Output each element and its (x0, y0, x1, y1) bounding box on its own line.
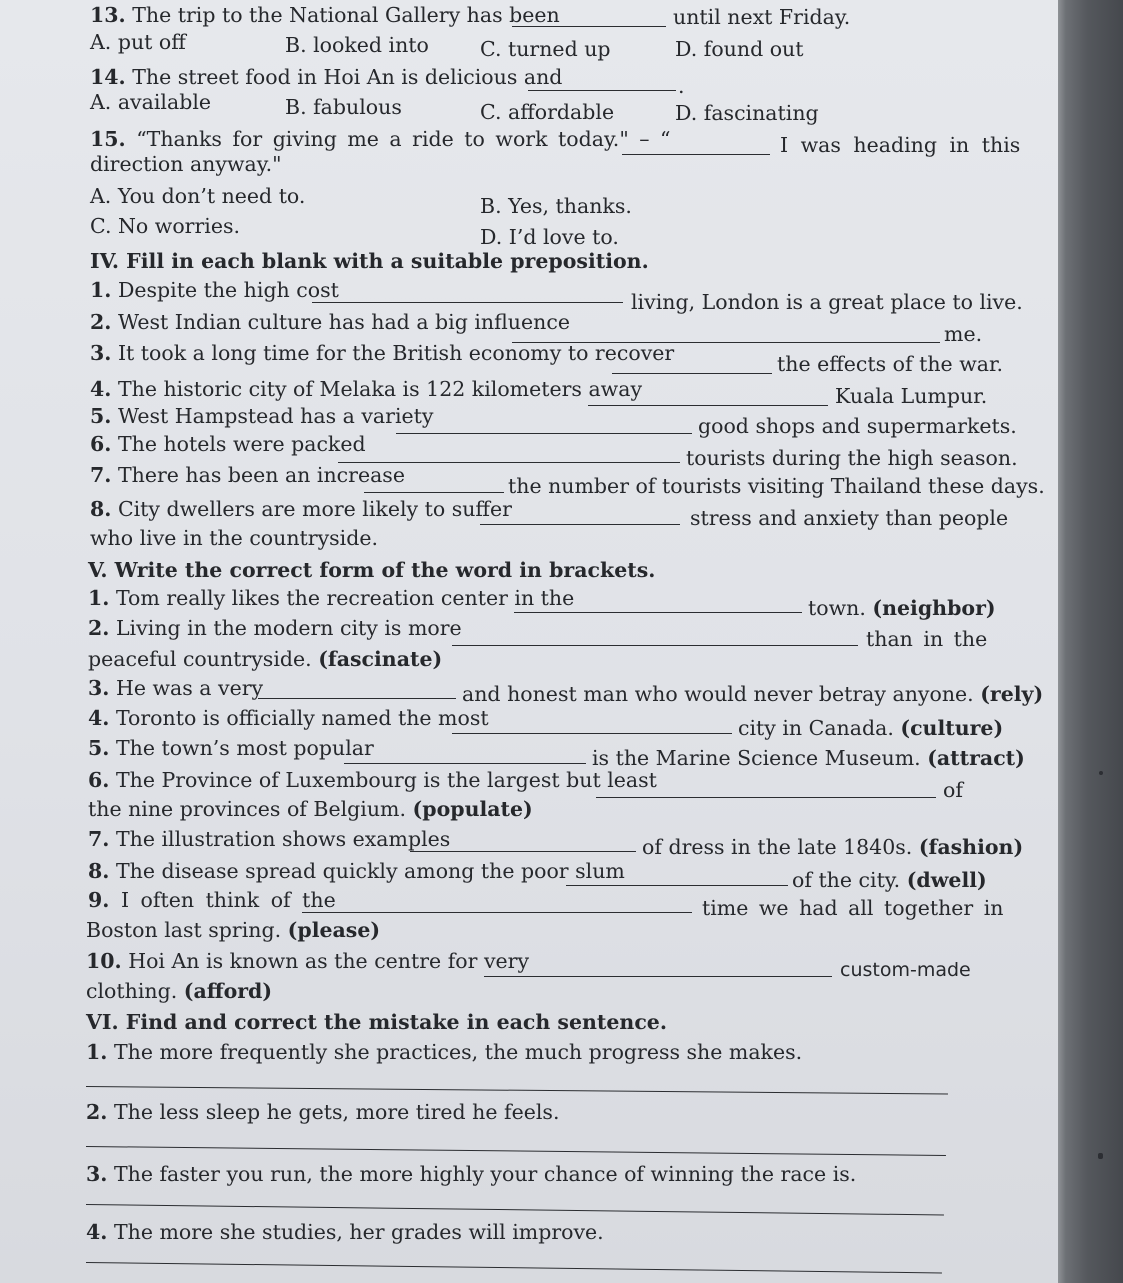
option-d[interactable]: D. fascinating (675, 101, 819, 125)
s5-item-10: 10. Hoi An is known as the centre for very (86, 949, 530, 973)
correction-line[interactable] (86, 1204, 944, 1215)
correction-line[interactable] (86, 1086, 948, 1095)
s6-item-1: 1. The more frequently she practices, the much progress she makes. (86, 1040, 803, 1064)
option-c[interactable]: C. affordable (480, 100, 615, 124)
s5-item-2: 2. Living in the modern city is more (88, 616, 462, 640)
s5-item-5: 5. The town’s most popular (88, 736, 374, 760)
answer-blank[interactable] (452, 645, 858, 646)
s5-item-1-end: town. (neighbor) (808, 596, 996, 620)
option-d[interactable]: D. I’d love to. (480, 225, 619, 249)
q14-stem: 14. The street food in Hoi An is delicious and (90, 65, 563, 89)
s6-item-2: 2. The less sleep he gets, more tired he feels. (86, 1100, 560, 1124)
s5-item-3: 3. He was a very (88, 676, 264, 700)
s4-item-6-end: tourists during the high season. (686, 446, 1018, 470)
answer-blank[interactable] (396, 433, 692, 434)
answer-blank[interactable] (596, 797, 936, 798)
answer-blank[interactable] (512, 26, 666, 27)
s4-item-7: 7. There has been an increase (90, 463, 405, 487)
s4-item-1: 1. Despite the high cost (90, 278, 339, 302)
s4-item-3: 3. It took a long time for the British economy to recover (90, 341, 675, 365)
s6-item-4: 4. The more she studies, her grades will improve. (86, 1220, 604, 1244)
section-4-title: IV. Fill in each blank with a suitable preposition. (90, 249, 649, 273)
option-c[interactable]: C. No worries. (90, 214, 240, 238)
answer-blank[interactable] (588, 405, 828, 406)
s4-item-5: 5. West Hampstead has a variety (90, 404, 434, 428)
s5-item-10-cont: clothing. (afford) (86, 979, 273, 1003)
s5-item-3-end: and honest man who would never betray anyone. (rely) (462, 682, 1044, 706)
option-d[interactable]: D. found out (675, 37, 804, 61)
s5-item-6-end: of (943, 778, 963, 802)
background-edge (1058, 0, 1123, 1283)
answer-blank[interactable] (566, 885, 788, 886)
s5-item-2-end: than in the (866, 627, 988, 651)
s5-item-4: 4. Toronto is officially named the most (88, 706, 489, 730)
s5-item-7-end: of dress in the late 1840s. (fashion) (642, 835, 1024, 859)
s4-item-8-cont: who live in the countryside. (90, 526, 379, 550)
s5-item-9-cont: Boston last spring. (please) (86, 918, 381, 942)
s4-item-8-end: stress and anxiety than people (690, 506, 1009, 530)
answer-blank[interactable] (484, 976, 832, 977)
s5-item-8: 8. The disease spread quickly among the poor slum (88, 859, 625, 883)
correction-line[interactable] (86, 1262, 942, 1273)
q14-stem-end: . (678, 74, 685, 98)
section-6-title: VI. Find and correct the mistake in each sentence. (86, 1010, 667, 1034)
answer-blank[interactable] (302, 912, 692, 913)
q13-stem: 13. The trip to the National Gallery has been (90, 3, 560, 27)
s5-item-1: 1. Tom really likes the recreation center in the (88, 586, 575, 610)
s5-item-2-cont: peaceful countryside. (fascinate) (88, 647, 443, 671)
answer-blank[interactable] (258, 698, 456, 699)
s4-item-4-end: Kuala Lumpur. (835, 384, 988, 408)
option-a[interactable]: A. available (90, 90, 212, 114)
s5-item-9: 9. I often think of the (88, 888, 336, 912)
answer-blank[interactable] (528, 90, 676, 91)
correction-line[interactable] (86, 1146, 946, 1156)
s5-item-7: 7. The illustration shows examples (88, 827, 451, 851)
s6-item-3: 3. The faster you run, the more highly your chance of winning the race is. (86, 1162, 857, 1186)
s4-item-7-end: the number of tourists visiting Thailand these days. (508, 474, 1045, 498)
answer-blank[interactable] (452, 733, 732, 734)
s4-item-1-end: living, London is a great place to live. (631, 290, 1023, 314)
s4-item-6: 6. The hotels were packed (90, 432, 366, 456)
s4-item-2-end: me. (944, 322, 983, 346)
answer-blank[interactable] (410, 851, 636, 852)
answer-blank[interactable] (612, 373, 772, 374)
option-b[interactable]: B. fabulous (285, 95, 402, 119)
s5-item-4-end: city in Canada. (culture) (738, 716, 1004, 740)
s4-item-8: 8. City dwellers are more likely to suffer (90, 497, 512, 521)
s5-item-10-end: custom-made (840, 959, 971, 981)
s4-item-5-end: good shops and supermarkets. (698, 414, 1017, 438)
s4-item-4: 4. The historic city of Melaka is 122 kilometers away (90, 377, 643, 401)
speck (1099, 771, 1103, 775)
speck (1098, 1153, 1103, 1159)
s5-item-6-cont: the nine provinces of Belgium. (populate) (88, 797, 533, 821)
option-c[interactable]: C. turned up (480, 37, 611, 61)
section-5-title: V. Write the correct form of the word in brackets. (88, 558, 656, 582)
s5-item-8-end: of the city. (dwell) (792, 868, 987, 892)
option-b[interactable]: B. looked into (285, 33, 429, 57)
q15-stem-cont: direction anyway." (90, 152, 282, 176)
q13-stem-end: until next Friday. (673, 5, 851, 29)
answer-blank[interactable] (344, 763, 586, 764)
answer-blank[interactable] (514, 612, 802, 613)
s5-item-5-end: is the Marine Science Museum. (attract) (592, 746, 1025, 770)
q15-stem-end: I was heading in this (780, 133, 1021, 157)
s4-item-2: 2. West Indian culture has had a big influence (90, 310, 570, 334)
option-b[interactable]: B. Yes, thanks. (480, 194, 632, 218)
answer-blank[interactable] (622, 154, 770, 155)
answer-blank[interactable] (480, 524, 680, 525)
q15-stem: 15. “Thanks for giving me a ride to work today." – “ (90, 127, 671, 151)
s5-item-9-end: time we had all together in (702, 896, 1004, 920)
s4-item-3-end: the effects of the war. (777, 352, 1004, 376)
answer-blank[interactable] (312, 302, 623, 303)
option-a[interactable]: A. You don’t need to. (90, 184, 306, 208)
answer-blank[interactable] (364, 492, 504, 493)
s5-item-6: 6. The Province of Luxembourg is the largest but least (88, 768, 657, 792)
option-a[interactable]: A. put off (90, 30, 186, 54)
